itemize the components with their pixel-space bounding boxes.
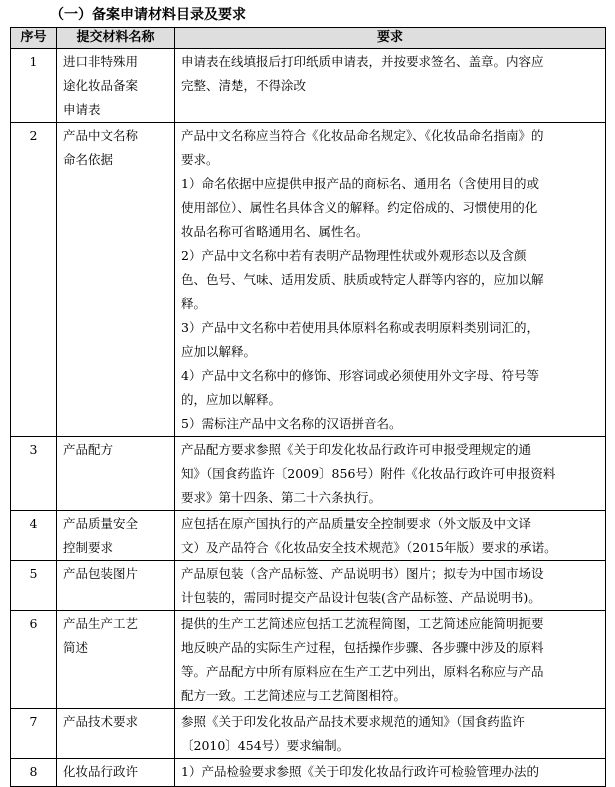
section-heading: （一）备案申请材料目录及要求: [50, 7, 246, 23]
requirement-line: 计包装的，需同时提交产品设计包装(含产品标签、产品说明书)。: [181, 590, 541, 605]
requirement-line: 1）产品检验要求参照《关于印发化妆品行政许可检验管理办法的: [181, 764, 539, 779]
requirement-cell: [175, 759, 606, 787]
material-name-line: 产品包装图片: [63, 566, 139, 581]
requirement-paragraph: [181, 364, 599, 412]
requirement-line: 提供的生产工艺简述应包括工艺流程简图，工艺简述应能简明扼要: [181, 616, 544, 631]
requirement-line: 知》（国食药监许〔2009〕856号）附件《化妆品行政许可申报资料: [181, 466, 556, 481]
material-name-line: 控制要求: [63, 540, 114, 555]
requirement-paragraph: [181, 124, 599, 172]
material-name-line: 产品生产工艺: [63, 616, 139, 631]
material-name-line: 产品技术要求: [63, 714, 139, 729]
requirement-line: 的，应加以解释。: [181, 392, 282, 407]
requirement-line: 地反映产品的实际生产过程，包括操作步骤、各步骤中涉及的原料: [181, 640, 544, 655]
material-name-cell: [57, 611, 175, 709]
table-row: [11, 611, 606, 709]
requirement-line: 参照《关于印发化妆品产品技术要求规范的通知》（国食药监许: [181, 714, 525, 729]
requirement-line: 色、色号、气味、适用发质、肤质或特定人群等内容的，应加以解: [181, 272, 544, 287]
material-name-cell: [57, 437, 175, 511]
row-number: 6: [11, 611, 57, 709]
header-number: 序号: [11, 28, 57, 49]
requirement-cell: [175, 709, 606, 759]
requirement-line: 配方一致。工艺简述应与工艺简图相符。: [181, 688, 407, 703]
material-name-cell: [57, 709, 175, 759]
material-name-line: 简述: [63, 640, 89, 655]
material-name-line: 命名依据: [63, 152, 114, 167]
requirement-line: 申请表在线填报后打印纸质申请表，并按要求签名、盖章。内容应: [181, 54, 544, 69]
requirement-line: 4）产品中文名称中的修饰、形容词或必须使用外文字母、符号等: [181, 368, 539, 383]
table-header-row: [11, 28, 606, 49]
table-body: [11, 49, 606, 787]
row-number: 4: [11, 511, 57, 561]
table-row: [11, 709, 606, 759]
requirement-paragraph: [181, 512, 599, 560]
requirement-cell: [175, 611, 606, 709]
requirement-line: 妆品名称可省略通用名、属性名。: [181, 224, 369, 239]
requirement-paragraph: [181, 316, 599, 364]
requirement-line: 要求。: [181, 152, 219, 167]
requirement-line: 要求》第十四条、第二十六条执行。: [181, 490, 382, 505]
header-material-name: 提交材料名称: [57, 28, 175, 49]
material-name-line: 途化妆品备案: [63, 78, 139, 93]
requirement-line: 使用部位）、属性名具体含义的解释。约定俗成的、习惯使用的化: [181, 200, 538, 215]
material-name-line: 申请表: [63, 102, 101, 117]
requirement-paragraph: [181, 562, 599, 610]
row-number: 7: [11, 709, 57, 759]
materials-table: [10, 27, 606, 787]
table-row: [11, 759, 606, 787]
material-name-cell: [57, 759, 175, 787]
requirement-cell: [175, 511, 606, 561]
requirement-line: 5）需标注产品中文名称的汉语拼音名。: [181, 416, 402, 431]
requirement-line: 等。产品配方中所有原料应在生产工艺中列出，原料名称应与产品: [181, 664, 544, 679]
table-row: [11, 561, 606, 611]
requirement-line: 完整、清楚，不得涂改: [181, 78, 307, 93]
header-requirements: 要求: [175, 28, 606, 49]
table-row: [11, 511, 606, 561]
table-row: [11, 123, 606, 437]
material-name-line: 产品质量安全: [63, 516, 139, 531]
material-name-line: 产品中文名称: [63, 128, 139, 143]
requirement-cell: [175, 437, 606, 511]
material-name-line: 进口非特殊用: [63, 54, 139, 69]
requirement-line: 应包括在原产国执行的产品质量安全控制要求（外文版及中文译: [181, 516, 532, 531]
table-row: [11, 437, 606, 511]
requirement-cell: [175, 49, 606, 123]
requirement-line: 2）产品中文名称中若有表明产品物理性状或外观形态以及含颜: [181, 248, 527, 263]
material-name-cell: [57, 123, 175, 437]
requirement-paragraph: [181, 612, 599, 708]
requirement-line: 文）及产品符合《化妆品安全技术规范》（2015年版）要求的承诺。: [181, 540, 557, 555]
material-name-line: 产品配方: [63, 442, 114, 457]
requirement-cell: [175, 561, 606, 611]
requirement-paragraph: [181, 172, 599, 244]
row-number: 2: [11, 123, 57, 437]
requirement-paragraph: [181, 438, 599, 510]
requirement-line: 释。: [181, 296, 207, 311]
material-name-line: 化妆品行政许: [63, 764, 139, 779]
requirement-paragraph: [181, 710, 599, 758]
row-number: 5: [11, 561, 57, 611]
requirement-line: 〔2010〕454号）要求编制。: [181, 738, 350, 753]
requirement-line: 产品原包装（含产品标签、产品说明书）图片；拟专为中国市场设: [181, 566, 544, 581]
table-row: [11, 49, 606, 123]
requirement-line: 产品配方要求参照《关于印发化妆品行政许可申报受理规定的通: [181, 442, 532, 457]
requirement-line: 产品中文名称应当符合《化妆品命名规定》、《化妆品命名指南》的: [181, 128, 544, 143]
requirement-paragraph: [181, 412, 599, 436]
material-name-cell: [57, 561, 175, 611]
requirement-line: 应加以解释。: [181, 344, 257, 359]
row-number: 3: [11, 437, 57, 511]
requirement-line: 1）命名依据中应提供申报产品的商标名、通用名（含使用目的或: [181, 176, 539, 191]
requirement-cell: [175, 123, 606, 437]
requirement-paragraph: [181, 760, 599, 784]
material-name-cell: [57, 49, 175, 123]
row-number: 1: [11, 49, 57, 123]
row-number: 8: [11, 759, 57, 787]
requirement-line: 3）产品中文名称中若使用具体原料名称或表明原料类别词汇的，: [181, 320, 539, 335]
requirement-paragraph: [181, 244, 599, 316]
material-name-cell: [57, 511, 175, 561]
requirement-paragraph: [181, 50, 599, 98]
